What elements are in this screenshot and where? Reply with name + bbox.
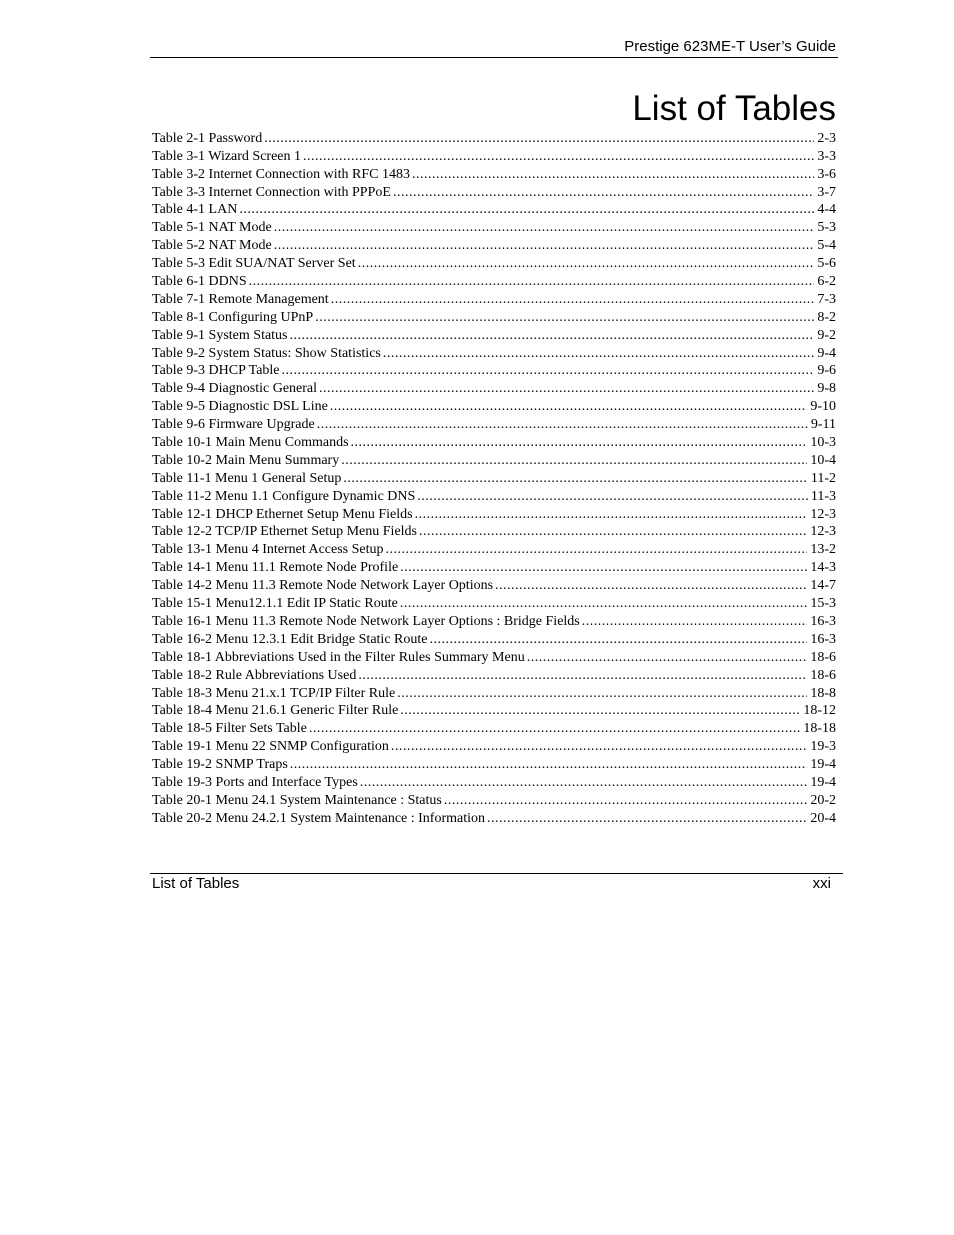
toc-entry-label: Table 9-6 Firmware Upgrade (152, 417, 315, 433)
toc-entry-page: 5-4 (817, 238, 836, 254)
toc-entry-page: 19-4 (810, 757, 836, 773)
toc-entry-page: 5-6 (817, 256, 836, 272)
header-divider (150, 57, 838, 58)
toc-entry-page: 9-11 (810, 417, 836, 433)
footer-section-name: List of Tables (152, 875, 240, 892)
toc-entry[interactable] (152, 702, 836, 720)
toc-entry-label: Table 4-1 LAN (152, 202, 238, 218)
toc-entry-page: 10-4 (810, 452, 836, 468)
toc-entry-label: Table 8-1 Configuring UPnP (152, 309, 314, 325)
toc-dot-leader (331, 292, 815, 308)
toc-entry-label: Table 18-1 Abbreviations Used in the Filter Rules Summary Menu (152, 649, 525, 665)
toc-entry-page: 7-3 (817, 291, 836, 307)
toc-entry-label: Table 11-1 Menu 1 General Setup (152, 470, 342, 486)
toc-dot-leader (290, 757, 808, 773)
table-of-contents (152, 129, 836, 827)
toc-entry-page: 4-4 (817, 202, 836, 218)
toc-dot-leader (309, 721, 800, 737)
toc-entry-page: 19-4 (810, 774, 836, 790)
toc-dot-leader (319, 381, 814, 397)
toc-entry-label: Table 14-2 Menu 11.3 Remote Node Network Layer Options (152, 578, 494, 594)
toc-entry-page: 11-3 (810, 488, 836, 504)
toc-entry-label: Table 18-4 Menu 21.6.1 Generic Filter Rule (152, 703, 399, 719)
toc-dot-leader (444, 793, 807, 809)
toc-entry-page: 11-2 (810, 470, 836, 486)
toc-entry-label: Table 11-2 Menu 1.1 Configure Dynamic DNS (152, 488, 416, 504)
toc-dot-leader (417, 489, 808, 505)
toc-entry[interactable] (152, 791, 836, 809)
toc-entry-page: 2-3 (817, 130, 836, 146)
toc-entry-label: Table 3-1 Wizard Screen 1 (152, 148, 302, 164)
toc-entry[interactable] (152, 648, 836, 666)
toc-dot-leader (400, 703, 800, 719)
toc-entry[interactable] (152, 684, 836, 702)
toc-dot-leader (415, 507, 808, 523)
toc-entry[interactable] (152, 630, 836, 648)
toc-entry-label: Table 10-2 Main Menu Summary (152, 452, 340, 468)
toc-entry-page: 9-2 (817, 327, 836, 343)
toc-dot-leader (358, 256, 815, 272)
toc-entry[interactable] (152, 290, 836, 308)
toc-entry-page: 12-3 (810, 524, 836, 540)
toc-dot-leader (527, 650, 808, 666)
toc-dot-leader (315, 310, 814, 326)
toc-entry[interactable] (152, 326, 836, 344)
toc-dot-leader (343, 471, 807, 487)
toc-entry[interactable] (152, 576, 836, 594)
toc-entry-page: 10-3 (810, 435, 836, 451)
toc-entry-page: 16-3 (810, 631, 836, 647)
toc-entry[interactable] (152, 147, 836, 165)
toc-entry-label: Table 20-2 Menu 24.2.1 System Maintenance : Information (152, 810, 485, 826)
toc-entry-label: Table 14-1 Menu 11.1 Remote Node Profile (152, 560, 399, 576)
toc-entry-label: Table 5-1 NAT Mode (152, 220, 272, 236)
toc-dot-leader (282, 363, 815, 379)
toc-entry-page: 3-6 (817, 166, 836, 182)
toc-dot-leader (330, 399, 808, 415)
toc-entry[interactable] (152, 737, 836, 755)
toc-entry-label: Table 19-1 Menu 22 SNMP Configuration (152, 739, 389, 755)
toc-entry[interactable] (152, 505, 836, 523)
toc-entry-label: Table 9-3 DHCP Table (152, 363, 280, 379)
toc-entry[interactable] (152, 272, 836, 290)
toc-entry-page: 9-8 (817, 381, 836, 397)
toc-dot-leader (397, 686, 807, 702)
toc-entry-page: 6-2 (817, 274, 836, 290)
guide-title: Prestige 623ME-T User’s Guide (624, 38, 836, 55)
toc-entry[interactable] (152, 433, 836, 451)
toc-entry-page: 19-3 (810, 739, 836, 755)
toc-dot-leader (360, 775, 808, 791)
toc-dot-leader (264, 131, 814, 147)
toc-entry-page: 14-3 (810, 560, 836, 576)
toc-entry-label: Table 9-4 Diagnostic General (152, 381, 318, 397)
toc-entry-page: 9-4 (817, 345, 836, 361)
toc-entry-label: Table 9-5 Diagnostic DSL Line (152, 399, 328, 415)
toc-dot-leader (393, 185, 814, 201)
toc-entry[interactable] (152, 809, 836, 827)
toc-entry-page: 20-4 (810, 810, 836, 826)
toc-entry-page: 9-6 (817, 363, 836, 379)
toc-entry-label: Table 2-1 Password (152, 130, 263, 146)
toc-dot-leader (400, 560, 807, 576)
toc-entry-label: Table 3-2 Internet Connection with RFC 1483 (152, 166, 410, 182)
toc-entry[interactable] (152, 719, 836, 737)
toc-entry[interactable] (152, 666, 836, 684)
toc-dot-leader (303, 149, 814, 165)
toc-dot-leader (290, 328, 815, 344)
toc-entry-page: 13-2 (810, 542, 836, 558)
toc-dot-leader (274, 220, 815, 236)
toc-entry-page: 18-8 (810, 685, 836, 701)
toc-entry-label: Table 6-1 DDNS (152, 274, 247, 290)
toc-entry-page: 18-6 (810, 649, 836, 665)
toc-entry[interactable] (152, 612, 836, 630)
toc-entry[interactable] (152, 129, 836, 147)
toc-dot-leader (386, 542, 808, 558)
toc-dot-leader (351, 435, 808, 451)
toc-entry-label: Table 12-2 TCP/IP Ethernet Setup Menu Fields (152, 524, 417, 540)
toc-dot-leader (341, 453, 807, 469)
toc-entry-label: Table 18-2 Rule Abbreviations Used (152, 667, 357, 683)
toc-entry[interactable] (152, 344, 836, 362)
toc-dot-leader (429, 632, 807, 648)
toc-entry-label: Table 3-3 Internet Connection with PPPoE (152, 184, 391, 200)
toc-entry-label: Table 9-2 System Status: Show Statistics (152, 345, 381, 361)
toc-dot-leader (412, 167, 814, 183)
toc-entry[interactable] (152, 236, 836, 254)
toc-entry[interactable] (152, 379, 836, 397)
toc-entry-page: 18-18 (803, 721, 836, 737)
toc-entry-label: Table 16-1 Menu 11.3 Remote Node Network Layer Options : Bridge Fields (152, 613, 580, 629)
toc-dot-leader (582, 614, 808, 630)
toc-entry-label: Table 7-1 Remote Management (152, 291, 329, 307)
toc-entry-label: Table 5-2 NAT Mode (152, 238, 272, 254)
toc-entry-page: 18-12 (803, 703, 836, 719)
toc-entry-page: 16-3 (810, 613, 836, 629)
toc-dot-leader (495, 578, 807, 594)
toc-entry[interactable] (152, 308, 836, 326)
toc-dot-leader (487, 811, 807, 827)
toc-entry-label: Table 12-1 DHCP Ethernet Setup Menu Fields (152, 506, 413, 522)
toc-entry[interactable] (152, 415, 836, 433)
toc-entry-page: 14-7 (810, 578, 836, 594)
toc-entry-page: 15-3 (810, 596, 836, 612)
toc-entry-page: 20-2 (810, 792, 836, 808)
toc-entry-label: Table 18-3 Menu 21.x.1 TCP/IP Filter Rule (152, 685, 396, 701)
toc-entry[interactable] (152, 165, 836, 183)
toc-entry-label: Table 19-3 Ports and Interface Types (152, 774, 358, 790)
toc-entry-label: Table 15-1 Menu12.1.1 Edit IP Static Route (152, 596, 398, 612)
toc-entry[interactable] (152, 487, 836, 505)
toc-entry[interactable] (152, 594, 836, 612)
toc-entry[interactable] (152, 523, 836, 541)
toc-entry-label: Table 13-1 Menu 4 Internet Access Setup (152, 542, 384, 558)
toc-dot-leader (239, 202, 814, 218)
toc-entry-label: Table 10-1 Main Menu Commands (152, 435, 349, 451)
toc-entry-page: 3-7 (817, 184, 836, 200)
toc-entry[interactable] (152, 362, 836, 380)
toc-entry-page: 12-3 (810, 506, 836, 522)
toc-entry[interactable] (152, 183, 836, 201)
toc-entry-label: Table 9-1 System Status (152, 327, 288, 343)
toc-entry-label: Table 18-5 Filter Sets Table (152, 721, 307, 737)
toc-entry[interactable] (152, 397, 836, 415)
toc-entry[interactable] (152, 451, 836, 469)
toc-entry[interactable] (152, 254, 836, 272)
toc-entry-label: Table 20-1 Menu 24.1 System Maintenance : Status (152, 792, 442, 808)
toc-entry-page: 8-2 (817, 309, 836, 325)
toc-entry-page: 5-3 (817, 220, 836, 236)
toc-entry-page: 3-3 (817, 148, 836, 164)
toc-dot-leader (317, 417, 808, 433)
toc-entry[interactable] (152, 218, 836, 236)
toc-dot-leader (249, 274, 815, 290)
toc-entry-label: Table 16-2 Menu 12.3.1 Edit Bridge Static Route (152, 631, 428, 647)
page-title: List of Tables (632, 89, 836, 128)
toc-dot-leader (391, 739, 807, 755)
toc-entry-label: Table 5-3 Edit SUA/NAT Server Set (152, 256, 356, 272)
toc-entry[interactable] (152, 558, 836, 576)
toc-dot-leader (358, 668, 807, 684)
toc-entry-page: 18-6 (810, 667, 836, 683)
toc-entry[interactable] (152, 201, 836, 219)
toc-entry[interactable] (152, 773, 836, 791)
toc-entry[interactable] (152, 540, 836, 558)
footer-page-number: xxi (812, 875, 831, 892)
footer-divider (150, 873, 843, 874)
toc-dot-leader (419, 524, 807, 540)
toc-dot-leader (274, 238, 815, 254)
toc-dot-leader (383, 346, 814, 362)
toc-entry[interactable] (152, 755, 836, 773)
toc-entry[interactable] (152, 469, 836, 487)
toc-entry-page: 9-10 (810, 399, 836, 415)
toc-entry-label: Table 19-2 SNMP Traps (152, 757, 288, 773)
toc-dot-leader (400, 596, 808, 612)
